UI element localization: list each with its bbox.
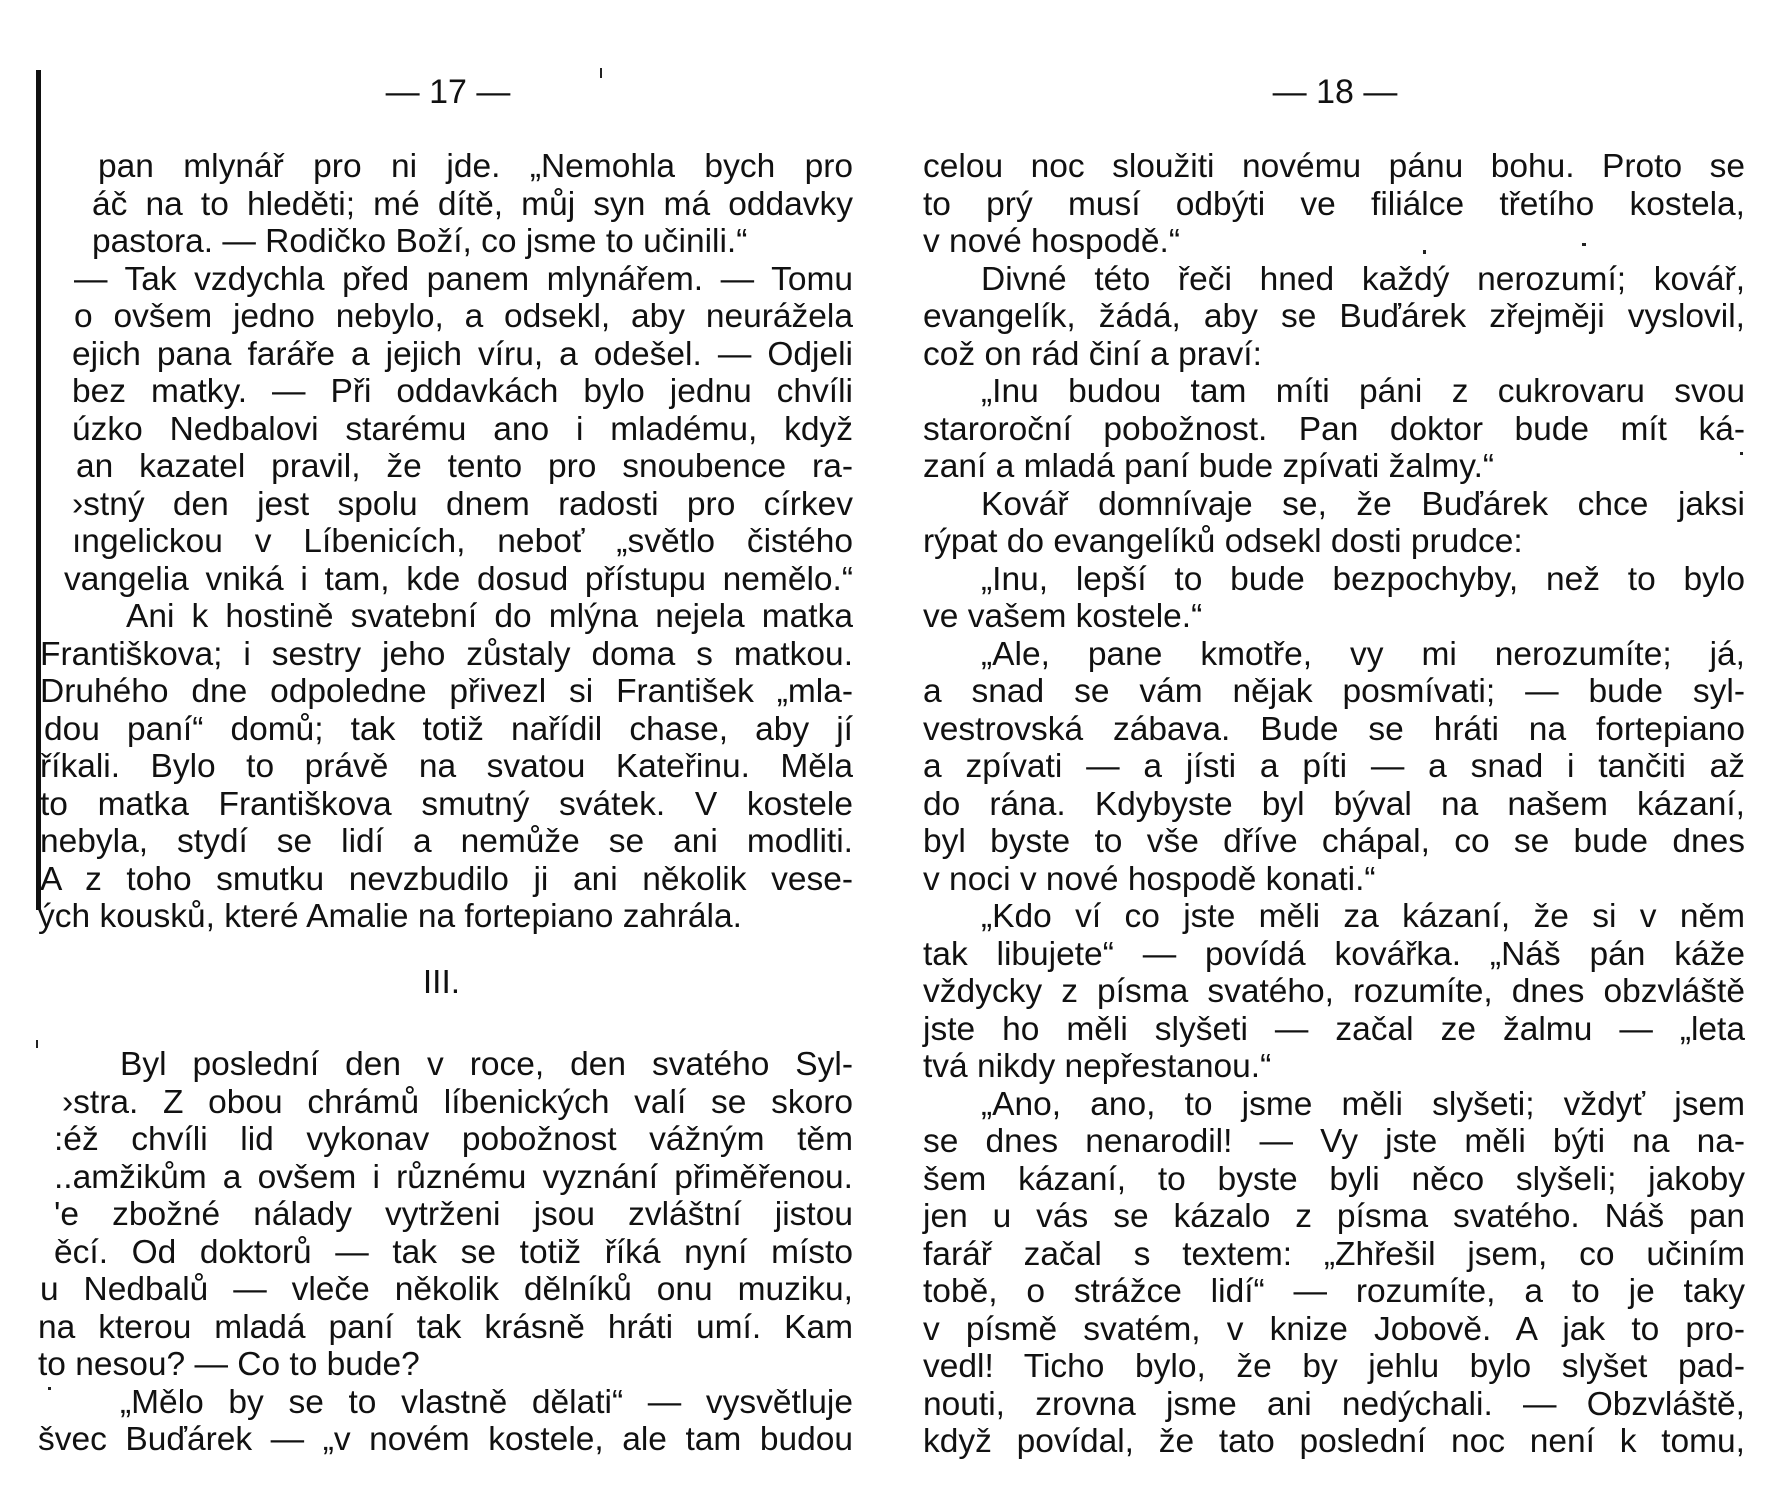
text-line: u Nedbalů — vleče několik dělníků onu muziku, [40,1271,853,1308]
text-line: tvá nikdy nepřestanou.“ [923,1048,1272,1085]
text-line: jen u vás se kázalo z písma svatého. Náš pan [923,1198,1745,1235]
text-line: byl byste to vše dříve chápal, co se bude dnes [923,823,1745,860]
text-line: ejich pana faráře a jejich víru, a odešel. — Odjeli [72,335,853,373]
text-line: ..amžikům a ovšem i různému vyznání přiměřenou. [54,1158,853,1196]
text-line: A z toho smutku nevzbudilo ji ani několik vese- [40,860,853,898]
text-line: Františkova; i sestry jeho zůstaly doma s matkou. [40,635,853,673]
text-line: evangelík, žádá, aby se Buďárek zřejměji vyslovil, [923,298,1745,335]
text-line: šem kázaní, to byste byli něco slyšeli; jakoby [923,1160,1745,1198]
text-line: ›stra. Z obou chrámů líbenických valí se skoro [62,1083,853,1121]
text-line: vždycky z písma svatého, rozumíte, dnes obzvláště [923,973,1745,1010]
text-line: což on rád činí a praví: [923,335,1262,373]
text-line: rýpat do evangelíků odsekl dosti prudce: [923,523,1523,560]
text-line: Druhého dne odpoledne přivezl si František „mla- [40,673,853,710]
text-line: to prý musí odbýti ve filiálce třetího kostela, [923,185,1745,223]
text-line: a zpívati — a jísti a píti — a snad i tančiti až [923,748,1745,785]
text-line: o ovšem jedno nebylo, a odsekl, aby neurážela [74,298,853,335]
text-line: bez matky. — Při oddavkách bylo jednu chvíli [72,373,853,410]
text-line: :éž chvíli lid vykonav pobožnost vážným těm [54,1121,853,1158]
text-line: ›stný den jest spolu dnem radosti pro církev [72,485,853,523]
left-page-text-column [30,148,853,1459]
print-speck [48,1387,51,1390]
text-line: „Ano, ano, to jsme měli slyšeti; vždyť jsem [981,1085,1745,1123]
print-speck [1423,250,1426,254]
text-line: Kovář domnívaje se, že Buďárek chce jaksi [981,485,1745,523]
text-line: se dnes nenarodil! — Vy jste měli býti na na- [923,1123,1745,1160]
text-line: pan mlynář pro ni jde. „Nemohla bych pro [98,148,853,185]
text-line: v noci v nové hospodě konati.“ [923,860,1376,898]
text-line: pastora. — Rodičko Boží, co jsme to učinili.“ [92,223,748,260]
text-line: ıngelickou v Líbenicích, neboť „světlo čistého [72,523,853,560]
text-line: Divné této řeči hned každý nerozumí; kovář, [981,260,1745,298]
text-line: ěcí. Od doktorů — tak se totiž říká nyní místo [54,1233,853,1271]
text-line: jste ho měli slyšeti — začal ze žalmu — „leta [923,1010,1745,1048]
print-speck [36,1040,38,1048]
text-line: tobě, o strážce lidí“ — rozumíte, a to je taky [923,1273,1745,1310]
print-speck [1582,243,1586,246]
text-line: úzko Nedbalovi starému ano i mladému, když [72,410,853,448]
text-line: ých kousků, které Amalie na fortepiano zahrála. [38,898,742,935]
text-line: když povídal, že tato poslední noc není k tomu, [923,1423,1745,1460]
text-line: tak libujete“ — povídá kovářka. „Náš pán káže [923,935,1745,973]
text-line: a snad se vám nějak posmívati; — bude syl- [923,673,1745,710]
right-page-text-column [923,148,1745,1461]
text-line: do rána. Kdybyste byl býval na našem kázaní, [923,785,1745,823]
text-line: „Mělo by se to vlastně dělati“ — vysvětluje [120,1383,853,1421]
text-line: ve vašem kostele.“ [923,598,1203,635]
page-number-left: — 17 — [385,73,511,111]
print-speck [600,68,602,78]
text-line: staroroční pobožnost. Pan doktor bude mít ká- [923,410,1745,448]
text-line: farář začal s textem: „Zhřešil jsem, co učiním [923,1235,1745,1273]
page-number-right: — 18 — [1272,73,1398,111]
text-line: an kazatel pravil, že tento pro snoubence ra- [76,448,853,485]
text-line: Ani k hostině svatební do mlýna nejela matka [126,598,853,635]
chapter-heading: III. [422,963,461,1001]
text-line: vangelia vniká i tam, kde dosud přístupu nemělo.“ [64,560,853,598]
text-line: Byl poslední den v roce, den svatého Syl- [120,1046,853,1083]
text-line: nouti, zrovna jsme ani nedýchali. — Obzvláště, [923,1385,1745,1423]
text-line: nebyla, stydí se lidí a nemůže se ani modliti. [40,823,853,860]
text-line: „Inu budou tam míti páni z cukrovaru svou [981,373,1745,410]
text-line: zaní a mladá paní bude zpívati žalmy.“ [923,448,1495,485]
text-line: celou noc sloužiti novému pánu bohu. Proto se [923,148,1745,185]
text-line: „Kdo ví co jste měli za kázaní, že si v něm [981,898,1745,935]
text-line: áč na to hleděti; mé dítě, můj syn má oddavky [92,185,853,223]
text-line: vestrovská zábava. Bude se hráti na fortepiano [923,710,1745,748]
text-line: v nové hospodě.“ [923,223,1181,260]
text-line: — Tak vzdychla před panem mlynářem. — Tomu [74,260,853,298]
text-line: švec Buďárek — „v novém kostele, ale tam budou [38,1421,853,1458]
text-line: 'e zbožné nálady vytrženi jsou zvláštní jistou [54,1196,853,1233]
text-line: „Inu, lepší to bude bezpochyby, než to bylo [981,560,1745,598]
print-speck [1740,452,1743,455]
text-line: vedl! Ticho bylo, že by jehlu bylo slyšet pad- [923,1348,1745,1385]
text-line: „Ale, pane kmotře, vy mi nerozumíte; já, [981,635,1745,673]
text-line: říkali. Bylo to právě na svatou Kateřinu. Měla [40,748,853,785]
text-line: to nesou? — Co to bude? [38,1346,420,1383]
text-line: v písmě svatém, v knize Jobově. A jak to pro- [923,1310,1745,1348]
text-line: dou paní“ domů; tak totiž nařídil chase, aby jí [44,710,853,748]
text-line: na kterou mladá paní tak krásně hráti umí. Kam [38,1308,853,1346]
text-line: to matka Františkova smutný svátek. V kostele [40,785,853,823]
